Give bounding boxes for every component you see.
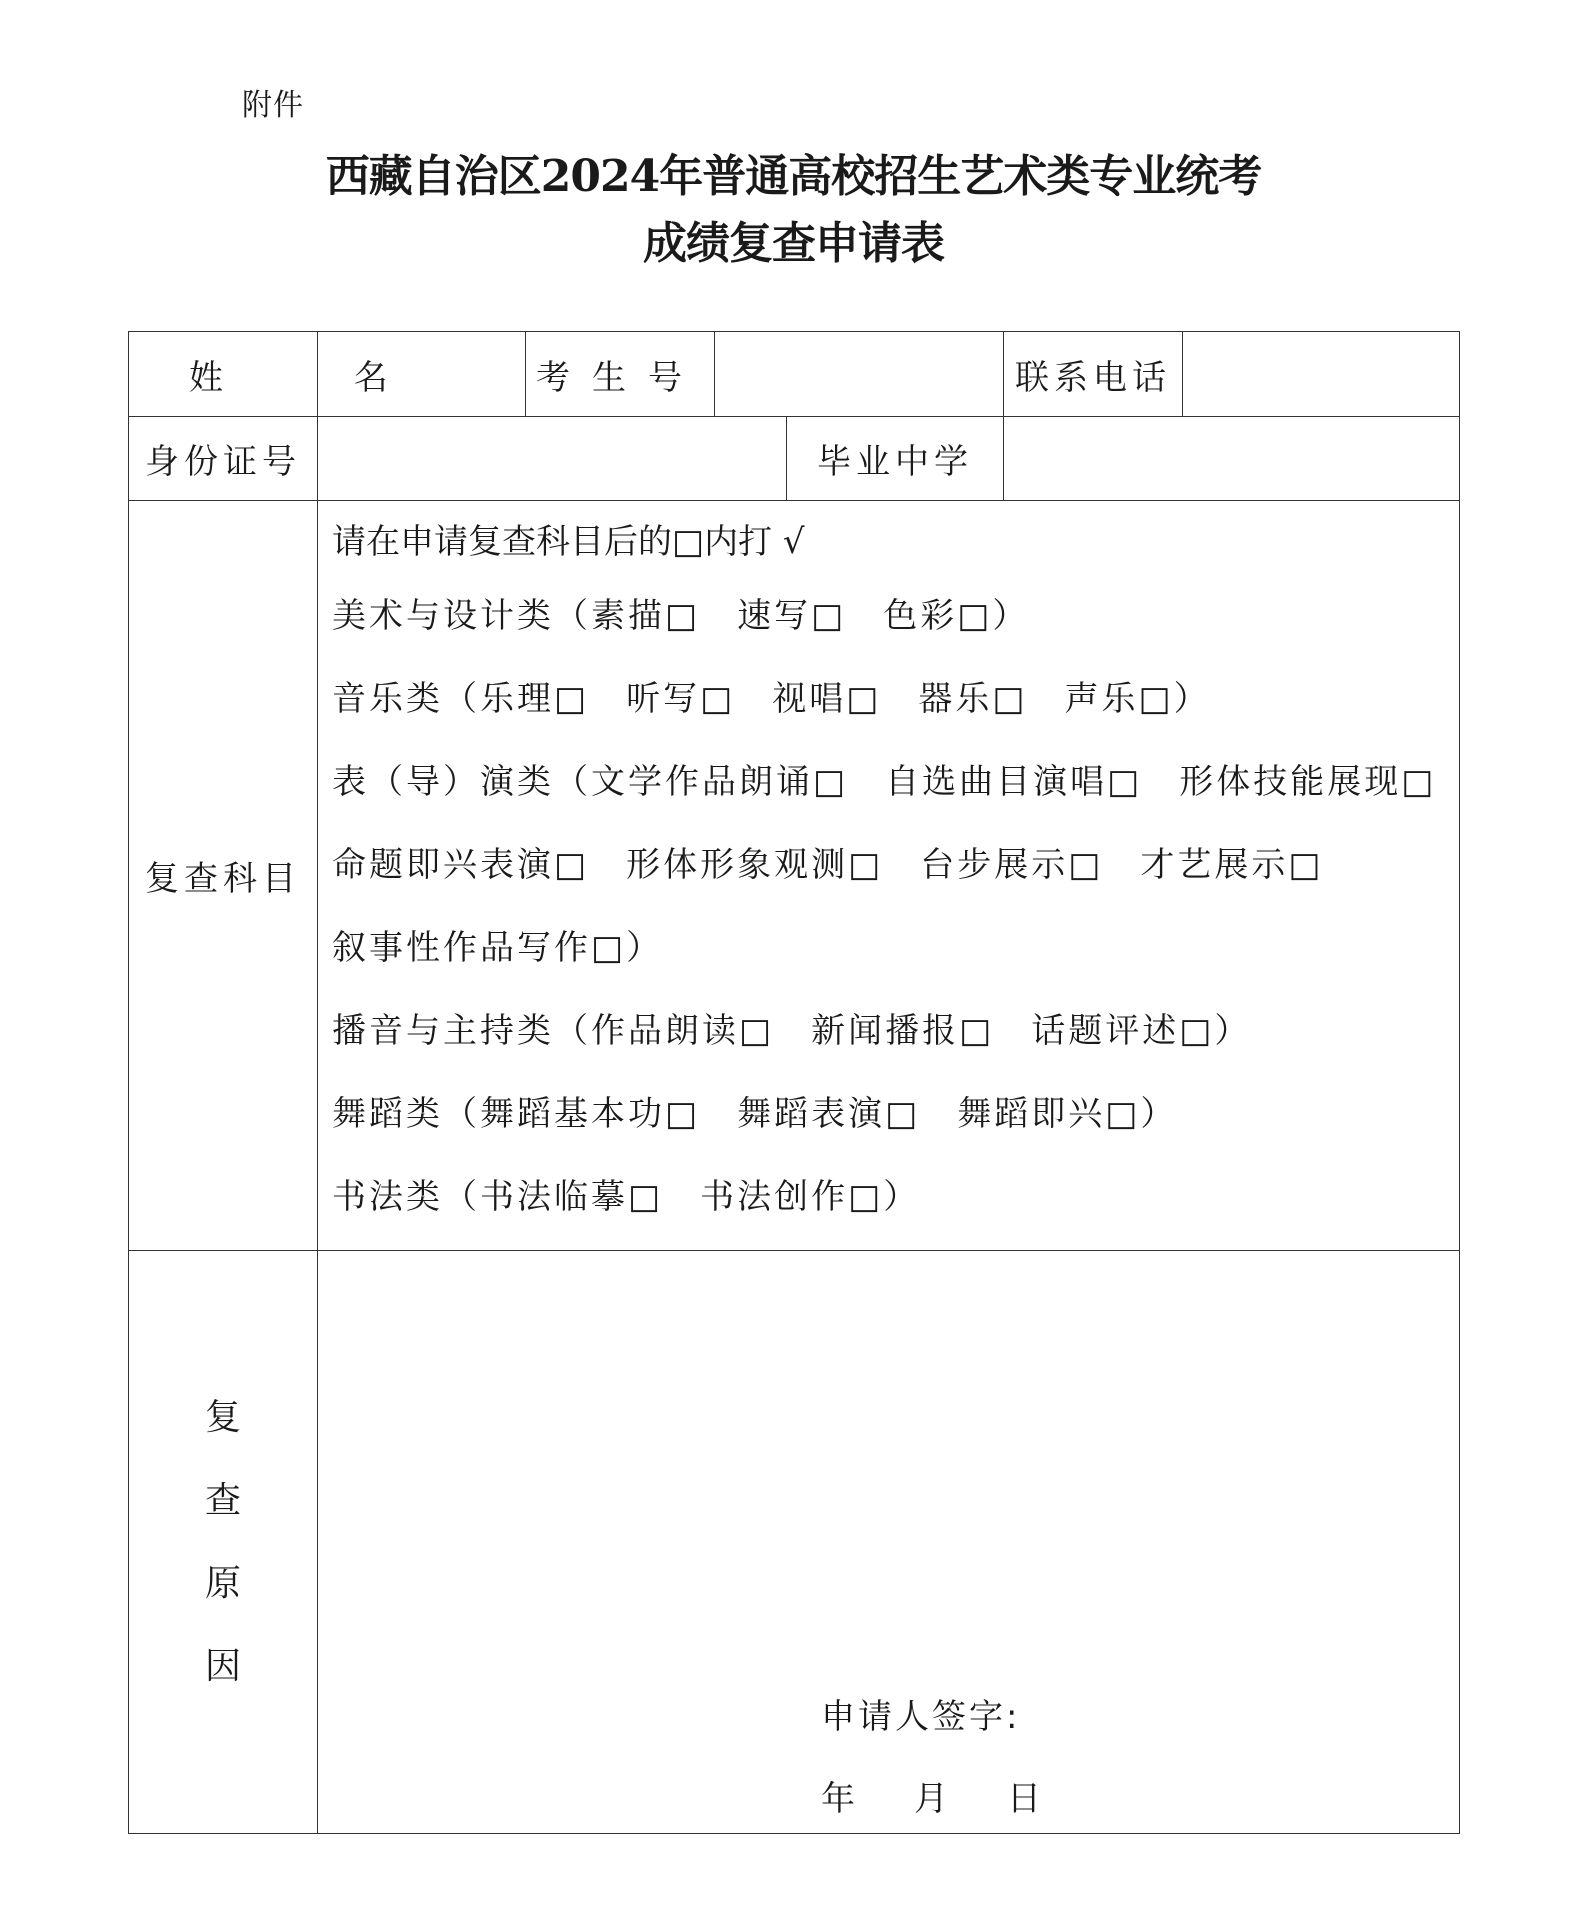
- date-day: 日: [1007, 1779, 1044, 1819]
- reason-label-char-2: 查: [204, 1480, 241, 1521]
- reason-label-char-4: 因: [204, 1646, 241, 1687]
- subject-line-broadcasting[interactable]: 播音与主持类（作品朗读□ 新闻播报□ 话题评述□）: [332, 1011, 1252, 1051]
- attachment-label: 附件: [242, 88, 304, 123]
- subject-line-fine-art[interactable]: 美术与设计类（素描□ 速写□ 色彩□）: [332, 596, 1030, 636]
- date-line: [821, 1771, 1044, 1820]
- name-label: 姓 名: [189, 357, 448, 398]
- reason-label-char-1: 复: [204, 1397, 241, 1438]
- subject-line-performance-2[interactable]: 命题即兴表演□ 形体形象观测□ 台步展示□ 才艺展示□: [332, 845, 1324, 885]
- date-month: 月: [914, 1779, 951, 1819]
- row-reason: [129, 1251, 1460, 1834]
- subjects-label-cell: [129, 501, 318, 1251]
- application-form-table: [128, 331, 1460, 1834]
- subjects-cell: [318, 501, 1460, 1251]
- school-label: 毕业中学: [817, 442, 973, 482]
- subject-line-music[interactable]: 音乐类（乐理□ 听写□ 视唱□ 器乐□ 声乐□）: [332, 679, 1211, 719]
- phone-label-cell: [1004, 332, 1183, 417]
- phone-label: 联系电话: [1015, 357, 1171, 398]
- exam-no-label: 考生号: [536, 357, 704, 398]
- subject-line-performance-3[interactable]: 叙事性作品写作□）: [332, 928, 664, 968]
- id-label: 身份证号: [145, 442, 301, 482]
- id-field[interactable]: [318, 417, 787, 501]
- row-id-school: [129, 417, 1460, 501]
- reason-label-char-3: 原: [204, 1563, 241, 1604]
- form-title-line1: 西藏自治区2024年普通高校招生艺术类专业统考: [325, 151, 1262, 202]
- reason-field[interactable]: [318, 1251, 1460, 1834]
- school-label-cell: [787, 417, 1004, 501]
- exam-no-field[interactable]: [715, 332, 1004, 417]
- form-title-line2: 成绩复查申请表: [643, 218, 944, 269]
- row-subjects: [129, 501, 1460, 1251]
- subjects-label: 复查科目: [145, 859, 301, 899]
- subject-line-calligraphy[interactable]: 书法类（书法临摹□ 书法创作□）: [332, 1177, 921, 1217]
- school-field[interactable]: [1004, 417, 1460, 501]
- id-label-cell: [129, 417, 318, 501]
- subjects-instruction: 请在申请复查科目后的□内打 √: [332, 522, 805, 562]
- subject-line-dance[interactable]: 舞蹈类（舞蹈基本功□ 舞蹈表演□ 舞蹈即兴□）: [332, 1094, 1178, 1134]
- name-label-cell: [129, 332, 448, 417]
- signature-label: 申请人签字:: [821, 1697, 1021, 1737]
- phone-field[interactable]: [1183, 332, 1460, 417]
- exam-no-label-cell: [526, 332, 715, 417]
- subject-line-performance[interactable]: 表（导）演类（文学作品朗诵□ 自选曲目演唱□ 形体技能展现□: [332, 762, 1437, 802]
- row-basic-info: [129, 332, 1460, 417]
- reason-label-cell: [129, 1251, 318, 1834]
- date-year: 年: [821, 1779, 858, 1819]
